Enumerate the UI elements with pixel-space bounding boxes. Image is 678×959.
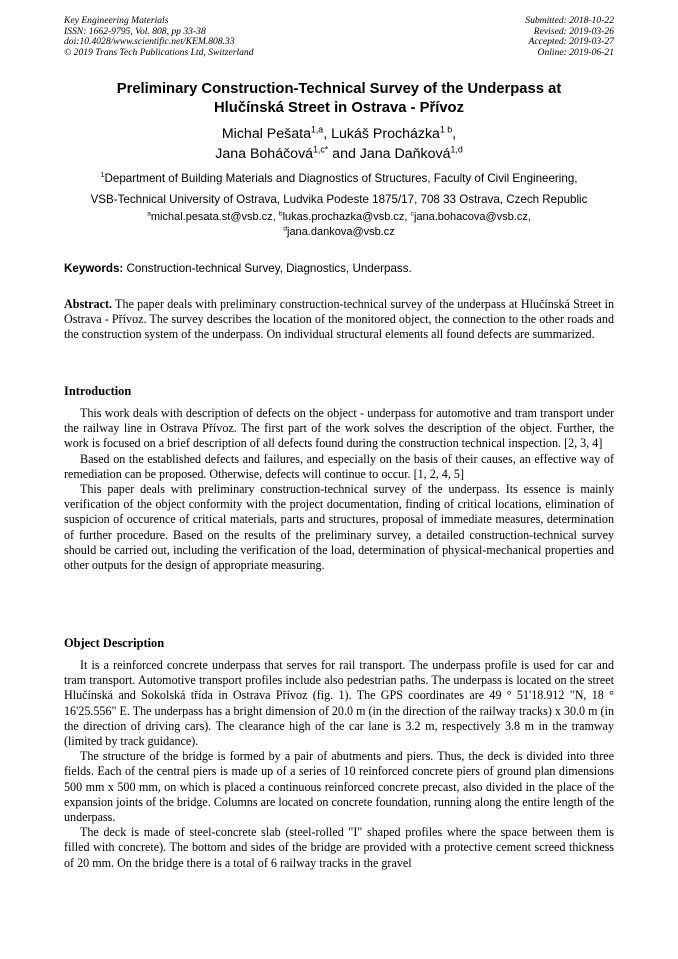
email-line-2: $^d$jana.dankova@vsb.cz	[283, 225, 395, 238]
section-heading-introduction: Introduction	[64, 384, 132, 398]
date-revised: Revised: 2019-03-26	[533, 25, 614, 37]
author-affil-mark: 1 b	[439, 124, 453, 135]
author-list	[64, 124, 614, 164]
journal-name: Key Engineering Materials	[64, 15, 169, 26]
journal-info	[64, 16, 254, 58]
keywords-label: Keywords:	[64, 262, 124, 275]
email-link[interactable]: michal.pesata.st@vsb.cz,	[150, 211, 279, 223]
author-name: Jana Daňková	[359, 146, 451, 162]
keywords	[64, 261, 614, 276]
author-emails	[64, 210, 614, 240]
email-link[interactable]: lukas.prochazka@vsb.cz,	[282, 211, 411, 223]
author-affil-mark: 1,d	[450, 144, 463, 155]
paragraph: The structure of the bridge is formed by a pair of abutments and piers. Thus, the deck is divided into three fields. Each of the central piers is made up of a series of 10 reinforced concrete piers of ground plan dimensions 500 mm x 500 mm, on which is placed a continuous reinforced concrete precast, also divided in the place of the expansion joints of the bridge. Columns are located on concrete foundation, running along the entire length of the underpass.	[64, 749, 614, 825]
journal-issn: ISSN: 1662-9795, Vol. 808, pp 33-38	[64, 25, 206, 37]
date-online: Online: 2019-06-21	[537, 46, 614, 58]
paper-title-line-2: Hlučínská Street in Ostrava - Přívoz	[214, 100, 464, 116]
keywords-text: Construction-technical Survey, Diagnostics, Underpass.	[123, 262, 412, 275]
email-line-1: $^a$michal.pesata.st@vsb.cz, $^b$lukas.prochazka@vsb.cz, $^c$jana.bohacova@vsb.cz,	[147, 210, 531, 223]
email-link[interactable]: jana.bohacova@vsb.cz,	[413, 211, 531, 223]
date-accepted: Accepted: 2019-03-27	[528, 36, 614, 48]
author-name: Jana Boháčová	[215, 146, 314, 162]
date-submitted: Submitted: 2018-10-22	[525, 15, 614, 26]
affiliation-line-2: VSB-Technical University of Ostrava, Ludvika Podeste 1875/17, 708 33 Ostrava, Czech Republic	[90, 193, 588, 206]
abstract	[64, 297, 614, 343]
submission-dates	[525, 16, 614, 58]
paragraph: Based on the established defects and failures, and especially on the basis of their causes, an effective way of remediation can be proposed. Otherwise, defects will continue to occur. [1, 2, 4, 5]	[64, 451, 614, 481]
paper-title	[64, 80, 614, 118]
author-name: Lukáš Procházka	[331, 126, 440, 142]
email-link[interactable]: jana.dankova@vsb.cz	[287, 226, 395, 238]
author-separator: and	[328, 146, 360, 162]
author-line-2	[64, 144, 614, 164]
paragraph: The deck is made of steel-concrete slab (steel-rolled "I" shaped profiles where the space between them is filled with concrete). The bottom and sides of the bridge are provided with a protective cement screed thickness of 20 mm. On the bridge there is a total of 6 railway tracks in the gravel	[64, 825, 614, 870]
abstract-text: The paper deals with preliminary construction-technical survey of the underpass at Hlučínská Street in Ostrava - Přívoz. The survey describes the location of the monitored object, the connection to the other roads and the construction system of the underpass. On individual structural elements all found defects are summarized.	[64, 297, 614, 342]
paragraph: This paper deals with preliminary construction-technical survey of the underpass. Its essence is mainly verification of the object conformity with the project documentation, finding of critical locations, elimination of suspicion of occurence of critical materials, parts and structures, proposal of immediate measures, determination of further procedure. Based on the results of the preliminary survey, a detailed construction-technical survey should be carried out, including the verification of the load, determination of physical-mechanical properties and other outputs for the design of appropriate measuring.	[64, 482, 614, 573]
affiliation	[52, 168, 626, 210]
author-affil-mark: 1,a	[310, 124, 324, 135]
author-separator: ,	[452, 126, 457, 142]
author-name: Michal Pešata	[221, 126, 311, 142]
author-separator: ,	[323, 126, 332, 142]
paragraph: It is a reinforced concrete underpass that serves for rail transport. The underpass profile is used for car and tram transport. Automotive transport profiles include also pedestrian paths. The underpass is located on the street Hlučínská and Sokolská třída in Ostrava Přívoz (fig. 1). The GPS coordinates are 49 ° 51'18.912 "N, 18 ° 16'25.556" E. The underpass has a bright dimension of 20.0 m (in the direction of the railway tracks) x 30.0 m (in the direction of driving cars). The clearance high of the car lane is 3.2 m, respectively 3.8 m in the tramway (limited by track guidance).	[64, 658, 614, 749]
object-description-body	[64, 658, 614, 871]
paragraph: This work deals with description of defects on the object - underpass for automotive and tram transport under the railway line in Ostrava Přívoz. The first part of the work solves the description of the object. Further, the work is focused on a brief description of all defects found during the construction technical inspection. [2, 3, 4]	[64, 406, 614, 451]
paper-title-line-1: Preliminary Construction-Technical Survey of the Underpass at	[116, 81, 562, 97]
journal-doi: doi:10.4028/www.scientific.net/KEM.808.33	[64, 36, 235, 48]
introduction-body	[64, 406, 614, 573]
journal-copyright: © 2019 Trans Tech Publications Ltd, Switzerland	[64, 46, 254, 58]
author-line-1	[64, 124, 614, 144]
section-heading-object-description: Object Description	[64, 636, 165, 650]
author-affil-mark: 1,c*	[313, 144, 329, 155]
abstract-label: Abstract.	[64, 297, 113, 311]
affiliation-mark: 1	[100, 170, 105, 180]
affiliation-line-1: $^1$Department of Building Materials and Diagnostics of Structures, Faculty of Civil Engineering,	[100, 170, 578, 185]
